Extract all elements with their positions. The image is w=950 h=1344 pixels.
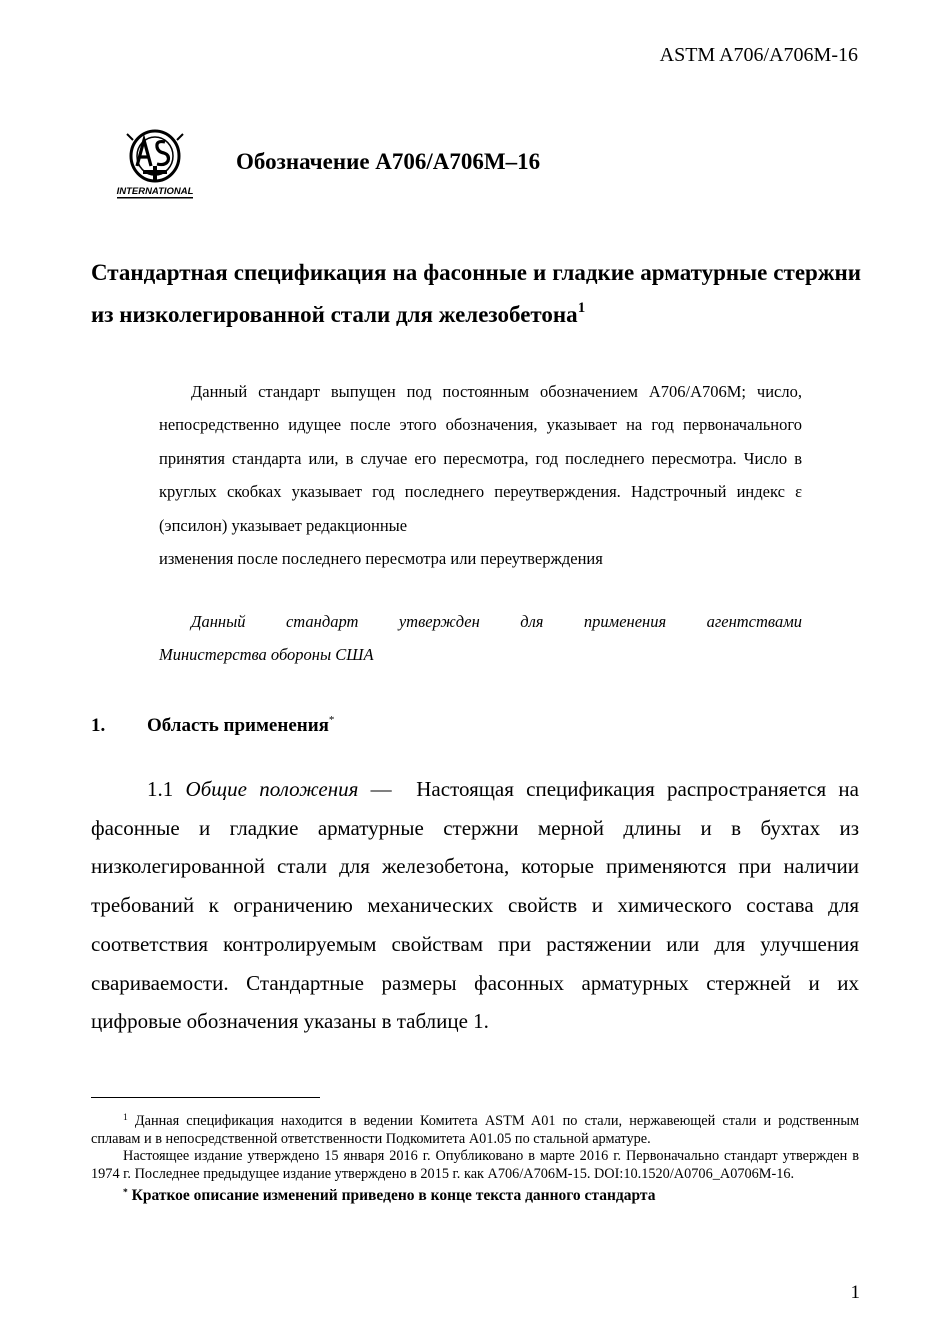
section-mark: * — [328, 714, 335, 726]
footnote-1-text: Данная спецификация находится в ведении Комитета ASTM A01 по стали, нержавеющей стали и родственным сплавам и в непосредственной ответственности Подкомитета A01.05 по стальной арматуре. — [91, 1113, 859, 1147]
dod-line-1: Данный стандарт утвержден для применения агентствами — [191, 612, 802, 631]
dod-approval-notice — [159, 605, 802, 672]
document-title — [91, 252, 861, 336]
section-paragraph — [91, 770, 859, 1041]
paragraph-heading: Общие положения — [185, 777, 359, 801]
section-title: Область применения — [147, 715, 329, 736]
footnote-1-edition: Настоящее издание утверждено 15 января 2016 г. Опубликовано в марте 2016 г. Первоначально стандарт утвержден в 1974 г. Последнее предыдущее издание утверждено в 2015 г. как A706/A706M-15. DOI:10.1520/A0706_A0706M-16. — [91, 1148, 859, 1182]
dod-line-2: Министерства обороны США — [159, 645, 374, 665]
paragraph-text: Настоящая спецификация распространяется на фасонные и гладкие арматурные стержни мерной длины и в бухтах из низколегированной стали для железобетона, которые применяются при наличии требований к ограничению механических свойств и химического состава для соответствия контролируемым свойствам при растяжении или для улучшения свариваемости. Стандартные размеры фасонных арматурных стержней и их цифровые обозначения указаны в таблице 1. — [91, 777, 859, 1034]
title-footnote-mark: 1 — [577, 300, 586, 316]
standard-designation: Обозначение A706/A706M–16 — [236, 149, 541, 174]
section-number: 1. — [91, 715, 106, 736]
footnote-separator — [91, 1097, 320, 1098]
footnote-star-mark: * — [123, 1188, 128, 1198]
footnote-star-text: Краткое описание изменений приведено в конце текста данного стандарта — [131, 1187, 656, 1204]
footnote-1-mark: 1 — [123, 1113, 128, 1123]
logo-wordmark: INTERNATIONAL — [116, 186, 194, 197]
section-heading — [91, 715, 334, 737]
footnote-star — [91, 1187, 859, 1205]
document-code: ASTM A706/A706M-16 — [659, 44, 858, 66]
designation-notice — [159, 375, 802, 575]
paragraph-number: 1.1 — [147, 777, 174, 801]
footnote-1 — [91, 1113, 859, 1148]
page-number: 1 — [850, 1282, 860, 1303]
footnotes — [91, 1113, 859, 1205]
paragraph-dash: — — [370, 777, 392, 801]
astm-international-logo — [113, 126, 197, 202]
notice-paragraph: Данный стандарт выпущен под постоянным обозначением A706/A706M; число, непосредственно идущее после этого обозначения, указывает на год первоначального принятия стандарта или, в случае его пересмотра, год последнего пересмотра. Число в круглых скобках указывает год последнего переутверждения. Надстрочный индекс ε (эпсилон) указывает редакционные — [159, 382, 802, 535]
document-title-text: Стандартная спецификация на фасонные и гладкие арматурные стержни из низколегированной стали для железобетона — [91, 260, 861, 327]
astm-logo-icon — [113, 126, 197, 202]
notice-last-line: изменения после последнего пересмотра или переутверждения — [159, 549, 603, 569]
